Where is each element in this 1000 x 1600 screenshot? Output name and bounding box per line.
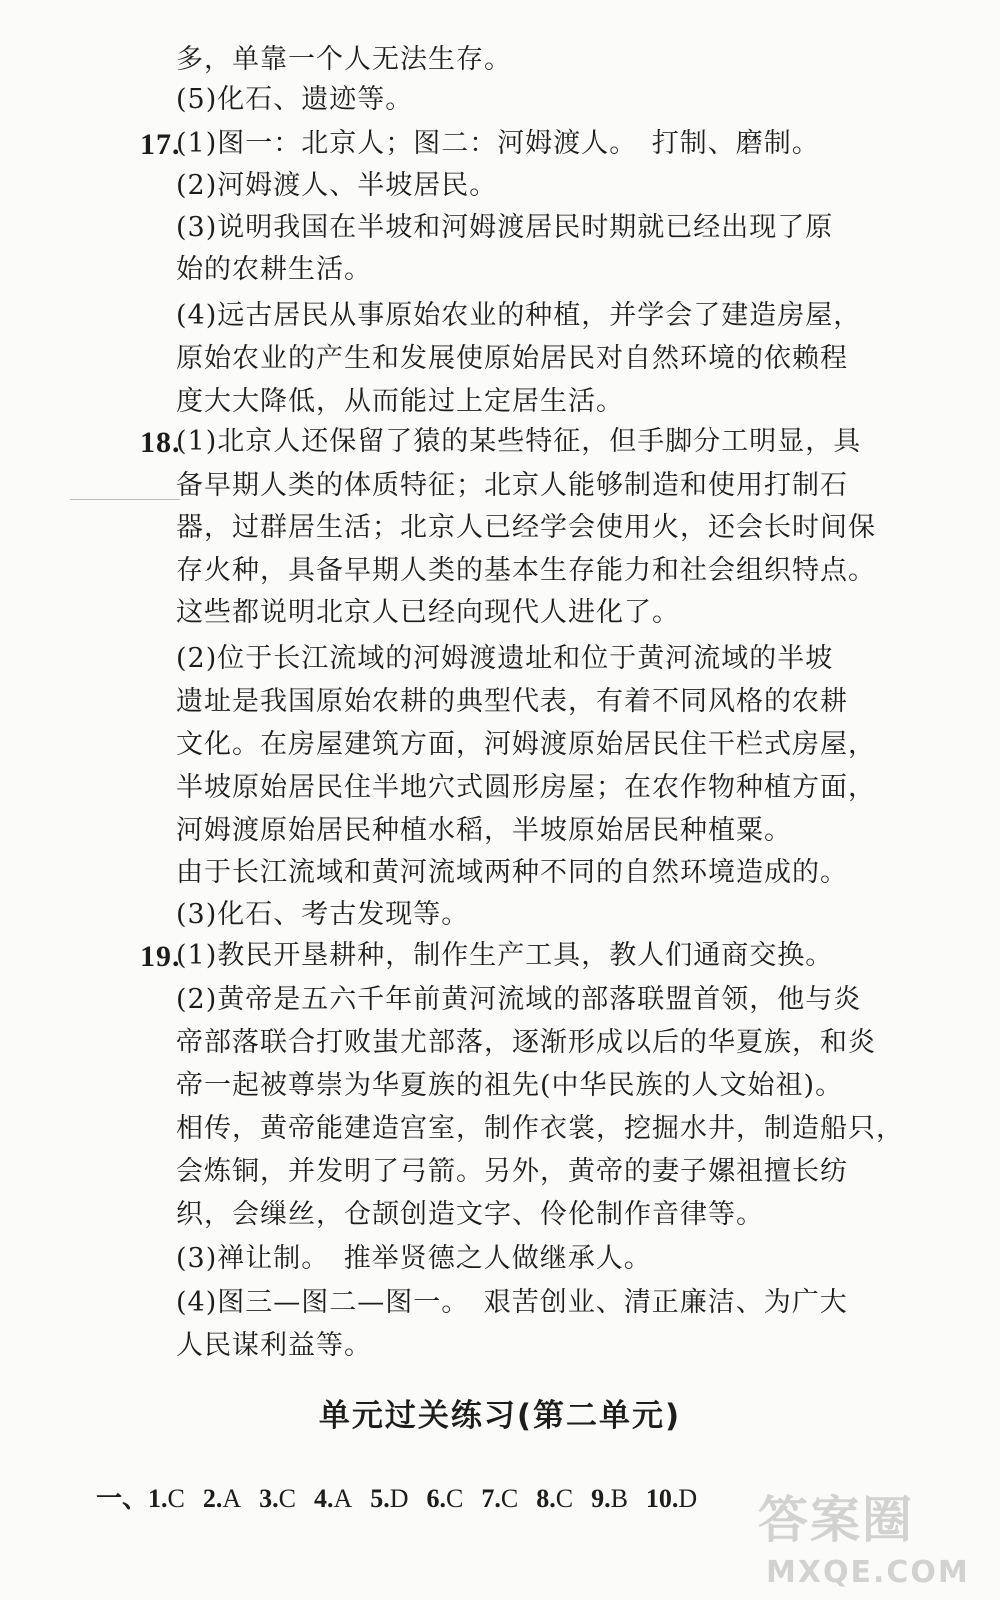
section-prefix: 一、: [96, 1484, 149, 1513]
answer-item: [314, 1484, 352, 1513]
answer-line: 文化。在房屋建筑方面，河姆渡原始居民住干栏式房屋，: [176, 729, 876, 760]
answer-line: (4)远古居民从事原始农业的种植，并学会了建造房屋，: [176, 300, 862, 331]
answer-choice: A: [222, 1484, 242, 1513]
answer-line: 相传，黄帝能建造宫室，制作衣裳，挖掘水井，制造船只，: [176, 1113, 904, 1144]
answer-line: (5)化石、遗迹等。: [176, 84, 414, 115]
answer-line: 备早期人类的体质特征；北京人能够制造和使用打制石: [176, 470, 848, 501]
answer-item: [203, 1484, 241, 1513]
answer-line: (1)图一：北京人；图二：河姆渡人。 打制、磨制。: [176, 128, 820, 159]
answer-choice: C: [167, 1484, 185, 1513]
answer-line: 遗址是我国原始农耕的典型代表，有着不同风格的农耕: [176, 686, 848, 717]
answer-choice: D: [678, 1484, 698, 1513]
answer-number: 1.: [148, 1484, 168, 1513]
section-title: 单元过关练习(第二单元): [318, 1398, 682, 1434]
answer-line: (2)黄帝是五六千年前黄河流域的部落联盟首领，他与炎: [176, 984, 862, 1015]
answer-line: 度大大降低，从而能过上定居生活。: [176, 386, 624, 417]
answer-choice: B: [610, 1484, 628, 1513]
answer-item: [259, 1484, 296, 1513]
answer-line: 半坡原始居民住半地穴式圆形房屋；在农作物种植方面，: [176, 772, 876, 803]
watermark-top-text: 答案圈: [758, 1491, 914, 1549]
answer-choice: D: [389, 1484, 409, 1513]
answer-line: 帝部落联合打败蚩尤部落，逐渐形成以后的华夏族，和炎: [176, 1027, 876, 1058]
watermark-logo: [758, 1480, 988, 1590]
answer-choice: A: [333, 1484, 353, 1513]
answer-line: 存火种，具备早期人类的基本生存能力和社会组织特点。: [176, 555, 876, 586]
answer-number: 8.: [536, 1484, 556, 1513]
answer-item: [646, 1484, 697, 1513]
answer-line: (3)化石、考古发现等。: [176, 899, 470, 930]
answer-line: (3)禅让制。 推举贤德之人做继承人。: [176, 1243, 652, 1274]
answer-number: 9.: [591, 1484, 611, 1513]
question-number: 19.: [140, 940, 181, 973]
answer-line: 织，会缫丝，仓颉创造文字、伶伦制作音律等。: [176, 1199, 764, 1230]
answer-line: 器，过群居生活；北京人已经学会使用火，还会长时间保: [176, 512, 876, 543]
answer-line: 原始农业的产生和发展使原始居民对自然环境的依赖程: [176, 343, 848, 374]
answer-line: 这些都说明北京人已经向现代人进化了。: [176, 597, 680, 628]
answer-line: (1)教民开垦耕种，制作生产工具，教人们通商交换。: [176, 940, 834, 971]
answer-item: [591, 1484, 628, 1513]
answer-line: (3)说明我国在半坡和河姆渡居民时期就已经出现了原: [176, 212, 834, 243]
answer-choice: C: [446, 1484, 464, 1513]
answer-line: (4)图三—图二—图一。 艰苦创业、清正廉洁、为广大: [176, 1287, 848, 1318]
answer-line: (2)位于长江流域的河姆渡遗址和位于黄河流域的半坡: [176, 643, 834, 674]
answer-number: 3.: [259, 1484, 279, 1513]
answer-item: [536, 1484, 573, 1513]
answer-line: 会炼铜，并发明了弓箭。另外，黄帝的妻子嫘祖擅长纺: [176, 1156, 848, 1187]
answer-line: 始的农耕生活。: [176, 254, 372, 285]
answer-number: 5.: [370, 1484, 390, 1513]
answer-number: 10.: [645, 1484, 679, 1513]
watermark-bottom-text: MXQE.COM: [766, 1555, 970, 1590]
answer-number: 7.: [481, 1484, 501, 1513]
answer-line: 河姆渡原始居民种植水稻，半坡原始居民种植粟。: [176, 815, 792, 846]
answer-choice: C: [555, 1484, 574, 1513]
answer-number: 2.: [202, 1484, 223, 1513]
answer-item: [370, 1484, 408, 1513]
answer-line: 由于长江流域和黄河流域两种不同的自然环境造成的。: [176, 857, 848, 888]
answer-line: 人民谋利益等。: [176, 1330, 372, 1361]
question-number: 17.: [140, 128, 181, 161]
answer-item: [427, 1484, 464, 1513]
answer-line: 多，单靠一个人无法生存。: [176, 44, 512, 75]
question-number: 18.: [140, 426, 181, 459]
answer-number: 4.: [313, 1484, 334, 1513]
answer-number: 6.: [426, 1484, 447, 1513]
answer-item: [148, 1484, 185, 1513]
answer-choice: C: [278, 1484, 296, 1513]
answer-item: [481, 1484, 518, 1513]
answer-key-row: [96, 1478, 715, 1515]
answer-line: (1)北京人还保留了猿的某些特征，但手脚分工明显，具: [176, 426, 862, 457]
answer-choice: C: [500, 1484, 519, 1513]
scan-mark: [70, 499, 180, 500]
answer-line: (2)河姆渡人、半坡居民。: [176, 170, 498, 201]
answer-line: 帝一起被尊崇为华夏族的祖先(中华民族的人文始祖)。: [176, 1070, 844, 1101]
